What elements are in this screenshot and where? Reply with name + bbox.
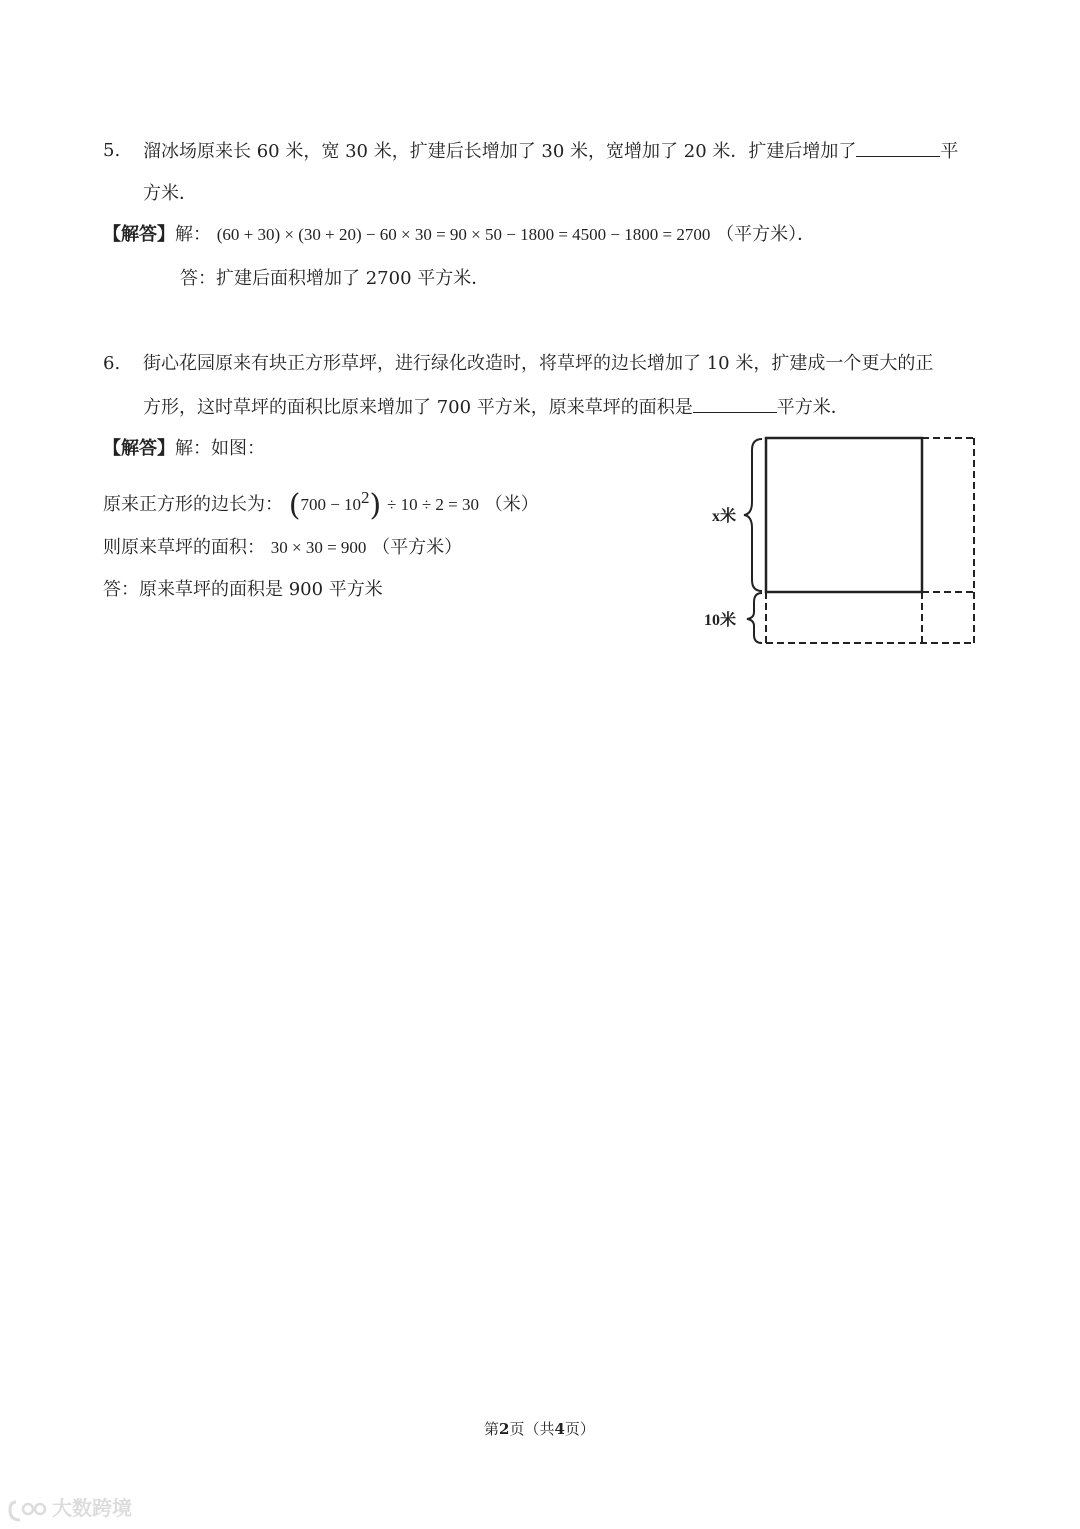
question-5-text: 溜冰场原来长 60 米，宽 30 米，扩建后长增加了 30 米，宽增加了 20 米．扩建后增加了 (143, 141, 857, 162)
side-unit: （米） (484, 494, 539, 515)
right-paren: ) (369, 488, 382, 523)
question-6-line-1: 街心花园原来有块正方形草坪，进行绿化改造时，将草坪的边长增加了 10 米，扩建成一个更大的正 (143, 353, 934, 374)
original-square (766, 438, 922, 592)
left-paren: ( (288, 488, 301, 523)
footer-text-c: 页） (564, 1420, 595, 1438)
area-formula: 30 × 30 = 900 (270, 538, 367, 557)
question-5-number: 5. (103, 140, 121, 161)
q6-answer-line (103, 436, 265, 462)
answer-label: 【解答】 (103, 224, 175, 245)
watermark-logo-icon (8, 1498, 52, 1524)
question-6-text: 方形，这时草坪的面积比原来增加了 700 平方米，原来草坪的面积是 (143, 397, 693, 418)
side-formula-rest: ÷ 10 ÷ 2 = 30 (387, 495, 479, 514)
watermark-text: 大数跨境 (52, 1496, 132, 1520)
brace-x (744, 439, 762, 591)
answer-unit: （平方米）． (716, 224, 816, 245)
footer-total-pages: 4 (554, 1420, 565, 1438)
question-5-text-end: 平 (940, 141, 959, 162)
q6-side-line (103, 485, 539, 523)
label-10-meters: 10米 (704, 612, 737, 629)
page-footer (484, 1418, 595, 1439)
footer-text-b: 页（共 (509, 1420, 555, 1438)
answer-blank (693, 394, 777, 413)
q6-area-line (103, 535, 462, 561)
answer-blank (856, 138, 940, 157)
answer-prefix: 解：如图： (175, 438, 265, 459)
question-6-text-end: 平方米． (776, 397, 849, 418)
footer-page-number: 2 (499, 1420, 510, 1438)
q6-conclusion: 答：原来草坪的面积是 900 平方米 (103, 579, 383, 600)
answer-label: 【解答】 (103, 438, 175, 459)
area-unit: （平方米） (372, 537, 463, 558)
side-prefix: 原来正方形的边长为： (103, 494, 283, 515)
q5-conclusion: 答：扩建后面积增加了 2700 平方米． (180, 268, 490, 289)
watermark (8, 1492, 132, 1524)
q5-answer-line (103, 222, 815, 248)
question-6-line-2 (143, 394, 849, 421)
square-expansion-figure (700, 430, 985, 652)
answer-formula: (60 + 30) × (30 + 20) − 60 × 30 = 90 × 50 − 1800 = 4500 − 1800 = 2700 (216, 225, 711, 244)
footer-text-a: 第 (484, 1420, 500, 1438)
answer-prefix: 解： (175, 224, 211, 245)
area-prefix: 则原来草坪的面积： (103, 537, 265, 558)
side-exponent: 2 (361, 488, 370, 507)
question-5-line-1 (143, 138, 958, 165)
question-6-number: 6. (103, 353, 121, 374)
brace-10 (747, 593, 762, 643)
side-formula-inner: 700 − 10 (300, 495, 362, 514)
question-5-line-2: 方米． (143, 183, 197, 204)
label-x-meters: x米 (712, 508, 737, 525)
